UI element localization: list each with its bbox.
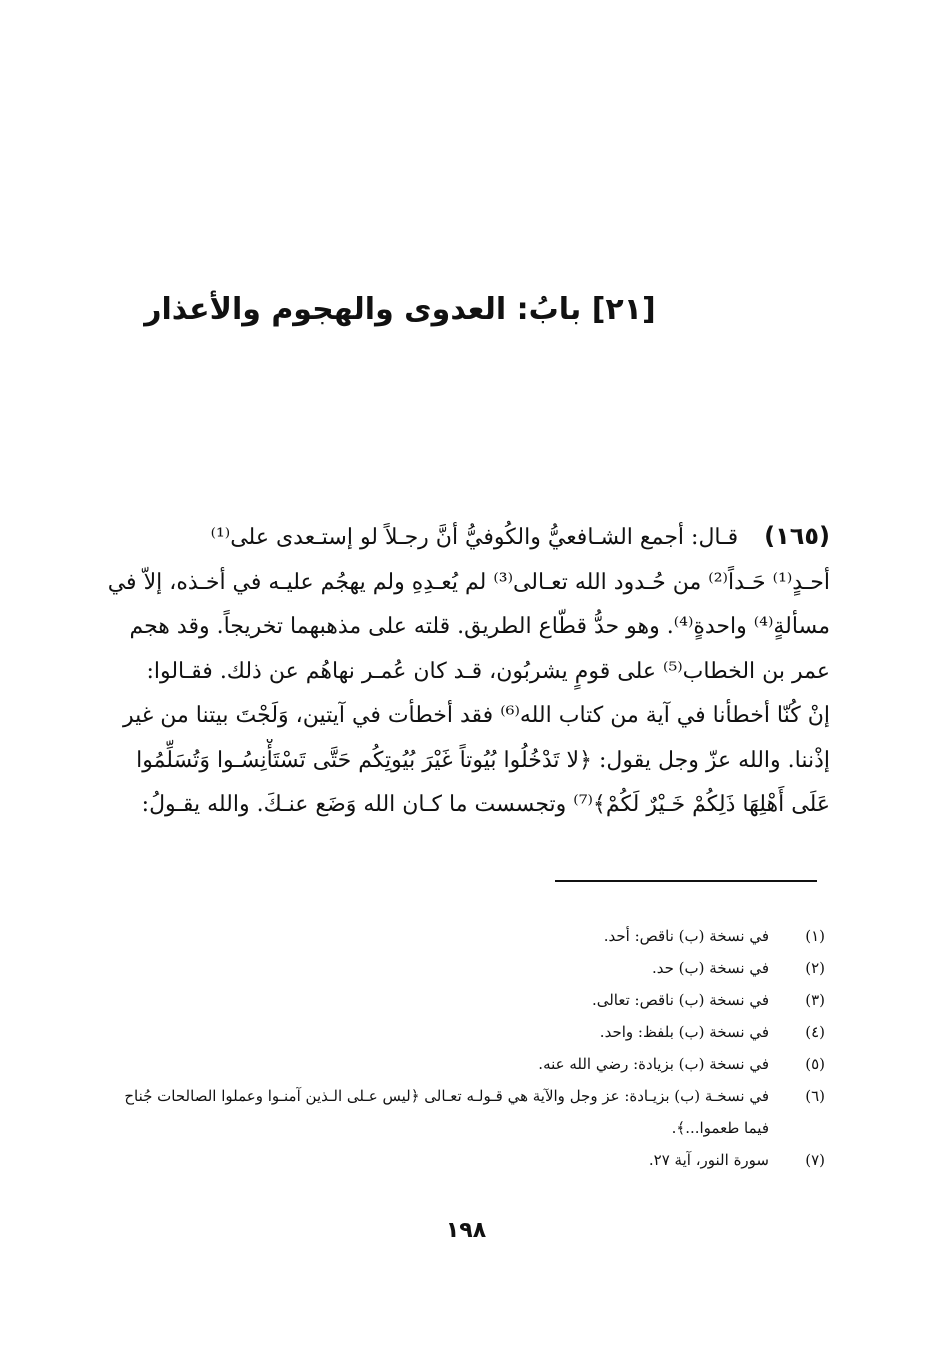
body-line: عَلَى أَهْلِهَا ذَلِكُمْ خَـيْرٌ لَكُمْ﴾⁽⁷⁾ وتجسست ما كـان الله وَضَع عنـكَ. والله يقـولُ: — [141, 792, 830, 817]
page-number: ١٩٨ — [445, 1218, 487, 1243]
body-paragraph — [100, 514, 830, 828]
paragraph-number: (١٦٥) — [764, 522, 830, 550]
body-line — [100, 514, 830, 561]
body-line: مسألةٍ⁽⁴⁾ واحدةٍ⁽⁴⁾. وهو حدُّ قطّاع الطريق. قلته على مذهبهما تخريجاً. وقد هجم — [129, 614, 830, 639]
footnote-text: في نسخة (ب) حد. — [652, 959, 769, 977]
footnote-divider — [555, 880, 817, 882]
body-line: إذْننا. والله عزّ وجل يقول: ﴿لا تَدْخُلُوا بُيُوتاً غَيْرَ بُيُوتِكُم حَتَّى تَسْتَأْنِسُـوا وَتُسَلِّمُوا — [136, 747, 830, 773]
body-line-text: قـال: أجمع الشـافعيُّ والكُوفيُّ أنَّ رجـلاً لو إستـعدى على⁽¹⁾ — [210, 525, 739, 550]
footnote — [120, 984, 825, 1016]
footnote-text: في نسخة (ب) بلفظ: واحد. — [599, 1023, 769, 1041]
footnote — [120, 952, 825, 984]
footnote-number: (٣) — [805, 991, 825, 1009]
footnote — [120, 920, 825, 952]
footnote-number: (١) — [805, 927, 825, 945]
body-line: عمر بن الخطاب⁽⁵⁾ على قومٍ يشربُون، قـد كان عُمـر نهاهُم عن ذلك. فقـالوا: — [146, 658, 830, 684]
chapter-title: [٢١] بابُ: العدوى والهجوم والأعذار — [144, 292, 656, 327]
footnotes — [120, 920, 825, 1176]
footnote-number: (٥) — [805, 1055, 825, 1073]
footnote-text: في نسخة (ب) بزيادة: رضي الله عنه. — [538, 1055, 769, 1073]
footnote — [120, 1144, 825, 1176]
footnote-number: (٢) — [805, 959, 825, 977]
footnote-number: (٧) — [805, 1151, 825, 1169]
footnote-text: في نسخة (ب) ناقص: أحد. — [603, 927, 769, 945]
footnote-number: (٦) — [805, 1087, 825, 1105]
body-line: أحـدٍ⁽¹⁾ حَـداً⁽²⁾ من حُـدود الله تعـالى⁽³⁾ لم يُعـدِهِ ولم يهجُم عليـه في أخـذه، إلاّ في — [107, 569, 830, 595]
footnote — [120, 1048, 825, 1080]
footnote — [120, 1016, 825, 1048]
body-line: إنْ كُنّا أخطأنا في آية من كتاب الله⁽⁶⁾ فقد أخطأت في آيتين، وَلَجْتَ بيتنا من غير — [122, 703, 830, 728]
footnote-number: (٤) — [805, 1023, 825, 1041]
footnote-text: في نسخة (ب) ناقص: تعالى. — [591, 991, 769, 1009]
footnote-text: في نسخـة (ب) بزيـادة: عز وجل والآية هي قـولـه تعـالى ﴿ليس عـلى الـذين آمنـوا وعملوا الصالحات جُناح فيما طعموا...﴾. — [124, 1087, 769, 1137]
footnote — [120, 1080, 825, 1144]
footnote-text: سورة النور، آية ٢٧. — [648, 1151, 769, 1169]
